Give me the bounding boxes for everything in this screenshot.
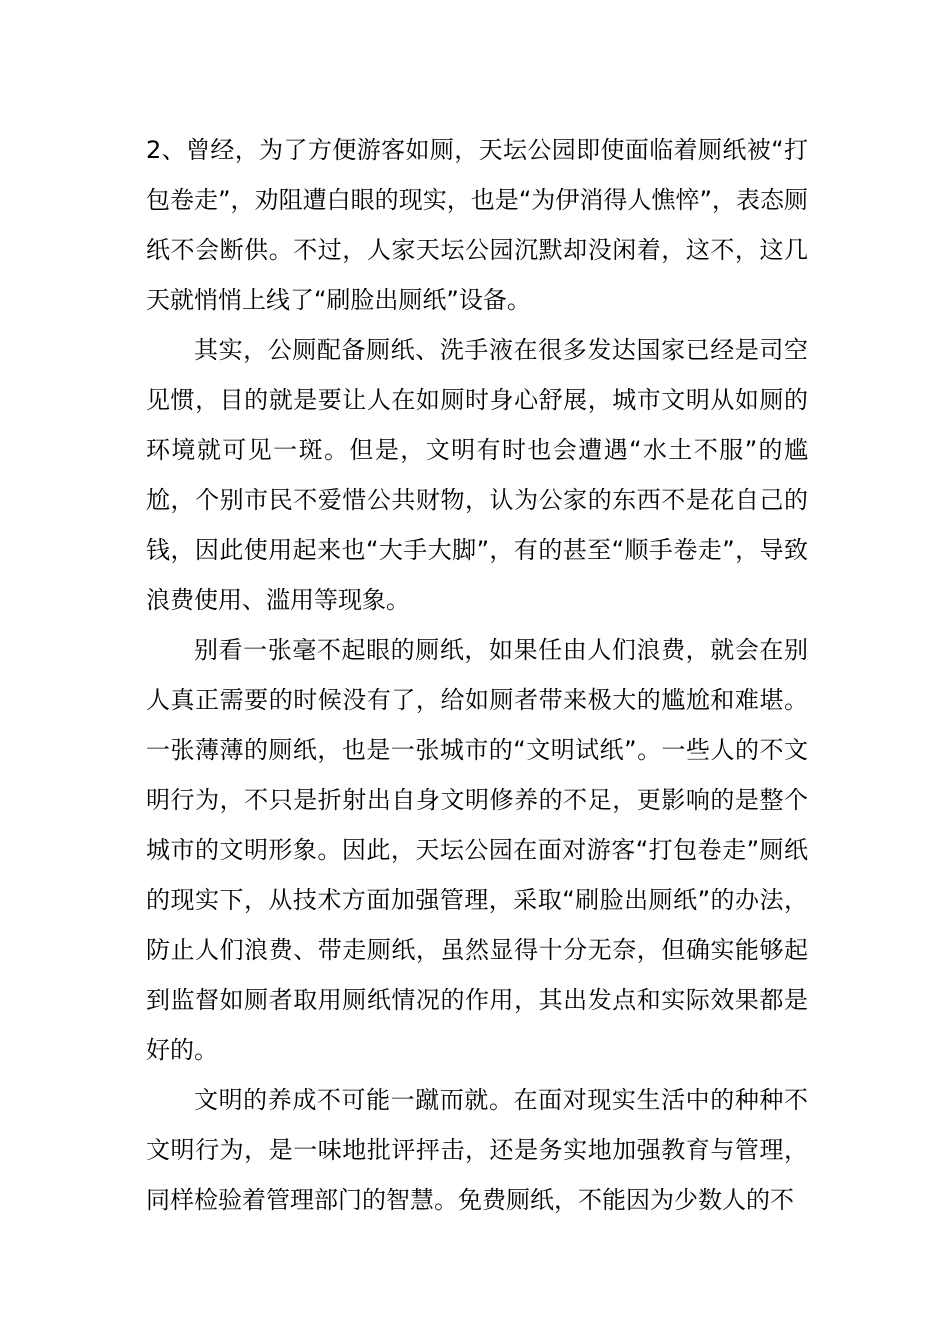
paragraph-2: 其实，公厕配备厕纸、洗手液在很多发达国家已经是司空见惯，目的就是要让人在如厕时身心舒展，城市文明从如厕的环境就可见一斑。但是，文明有时也会遭遇“水土不服”的尴尬，个别市民不爱惜公共财物，认为公家的东西不是花自己的钱，因此使用起来也“大手大脚”，有的甚至“顺手卷走”，导致浪费使用、滥用等现象。 — [146, 336, 808, 614]
paragraph-3: 别看一张毫不起眼的厕纸，如果任由人们浪费，就会在别人真正需要的时候没有了，给如厕者带来极大的尴尬和难堪。一张薄薄的厕纸，也是一张城市的“文明试纸”。一些人的不文明行为，不只是折射出自身文明修养的不足，更影响的是整个城市的文明形象。因此，天坛公园在面对游客“打包卷走”厕纸的现实下，从技术方面加强管理，采取“刷脸出厕纸”的办法，防止人们浪费、带走厕纸，虽然显得十分无奈，但确实能够起到监督如厕者取用厕纸情况的作用，其出发点和实际效果都是好的。 — [146, 636, 808, 1064]
paragraph-1: 2、曾经，为了方便游客如厕，天坛公园即使面临着厕纸被“打包卷走”，劝阻遭白眼的现实，也是“为伊消得人憔悴”，表态厕纸不会断供。不过，人家天坛公园沉默却没闲着，这不，这几天就悄悄上线了“刷脸出厕纸”设备。 — [146, 136, 808, 314]
paragraph-4: 文明的养成不可能一蹴而就。在面对现实生活中的种种不文明行为，是一味地批评抨击，还是务实地加强教育与管理，同样检验着管理部门的智慧。免费厕纸，不能因为少数人的不 — [146, 1086, 808, 1214]
document-body — [146, 125, 808, 1225]
